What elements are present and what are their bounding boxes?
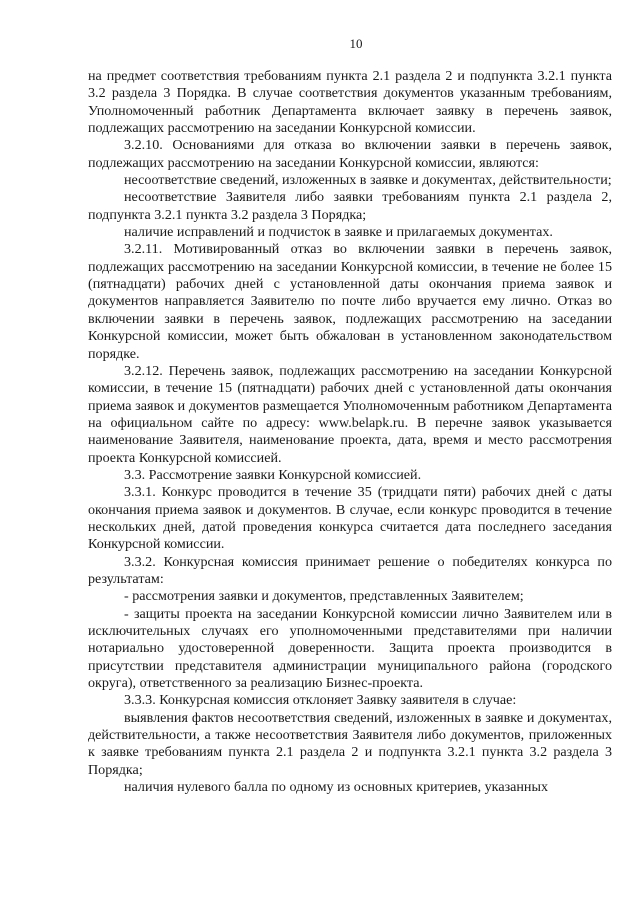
paragraph: - рассмотрения заявки и документов, представленных Заявителем; xyxy=(124,588,524,605)
paragraph: 3.3. Рассмотрение заявки Конкурсной комиссией. xyxy=(124,466,422,483)
paragraph: 3.3.2. Конкурсная комиссия принимает решение о победителях конкурса по результатам: xyxy=(88,553,612,587)
paragraph: 3.2.11. Мотивированный отказ во включении заявки в перечень заявок, подлежащих рассмотрению на заседании Конкурсной комиссии, в течение не более 15 (пятнадцати) рабочих дней с установленной даты окончания приема заявок и документов направляется Заявителю по почте либо вручается ему лично. Отказ во включении заявки в перечень заявок, подлежащих рассмотрению на заседании Конкурсной комиссии, может быть обжалован в установленном законодательством порядке. xyxy=(88,241,612,362)
paragraph: несоответствие Заявителя либо заявки требованиям пункта 2.1 раздела 2, подпункта 3.2.1 пункта 3.2 раздела 3 Порядка; xyxy=(88,189,612,223)
paragraph: наличия нулевого балла по одному из основных критериев, указанных xyxy=(124,779,548,796)
paragraph: 3.3.3. Конкурсная комиссия отклоняет Заявку заявителя в случае: xyxy=(124,692,517,709)
paragraph: несоответствие сведений, изложенных в заявке и документах, действительности; xyxy=(124,172,612,189)
paragraph: наличие исправлений и подчисток в заявке и прилагаемых документах. xyxy=(124,224,553,241)
paragraph: 3.3.1. Конкурс проводится в течение 35 (тридцати пяти) рабочих дней с даты окончания приема заявок и документов. В случае, если конкурс проводится в течение нескольких дней, датой проведения конкурса считается дата последнего заседания Конкурсной комиссии. xyxy=(88,484,612,553)
paragraph: на предмет соответствия требованиям пункта 2.1 раздела 2 и подпункта 3.2.1 пункта 3.2 раздела 3 Порядка. В случае соответствия документов указанным требованиям, Уполномоченный работник Департамента включает заявку в перечень заявок, подлежащих рассмотрению на заседании Конкурсной комиссии. xyxy=(88,68,612,137)
paragraph: - защиты проекта на заседании Конкурсной комиссии лично Заявителем или в исключительных случаях его уполномоченными представителями при наличии нотариально удостоверенной доверенности. Защита проекта производится в присутствии представителя администрации муниципального района (городского округа), ответственного за реализацию Бизнес-проекта. xyxy=(88,605,612,692)
paragraph: 3.2.10. Основаниями для отказа во включении заявки в перечень заявок, подлежащих рассмотрению на заседании Конкурсной комиссии, являются: xyxy=(88,137,612,171)
paragraph: 3.2.12. Перечень заявок, подлежащих рассмотрению на заседании Конкурсной комиссии, в течение 15 (пятнадцати) рабочих дней с установленной даты окончания приема заявок и документов размещается Уполномоченным работником Департамента на официальном сайте по адресу: www.belapk.ru. В перечне заявок указывается наименование Заявителя, наименование проекта, дата, время и место рассмотрения проекта Конкурсной комиссией. xyxy=(88,362,612,466)
paragraph: выявления фактов несоответствия сведений, изложенных в заявке и документах, действительности, а также несоответствия Заявителя либо документов, приложенных к заявке требованиям пункта 2.1 раздела 2 и подпункта 3.2.1 пункта 3.2 раздела 3 Порядка; xyxy=(88,709,612,778)
document-body xyxy=(88,68,612,796)
page-number: 10 xyxy=(349,36,363,51)
